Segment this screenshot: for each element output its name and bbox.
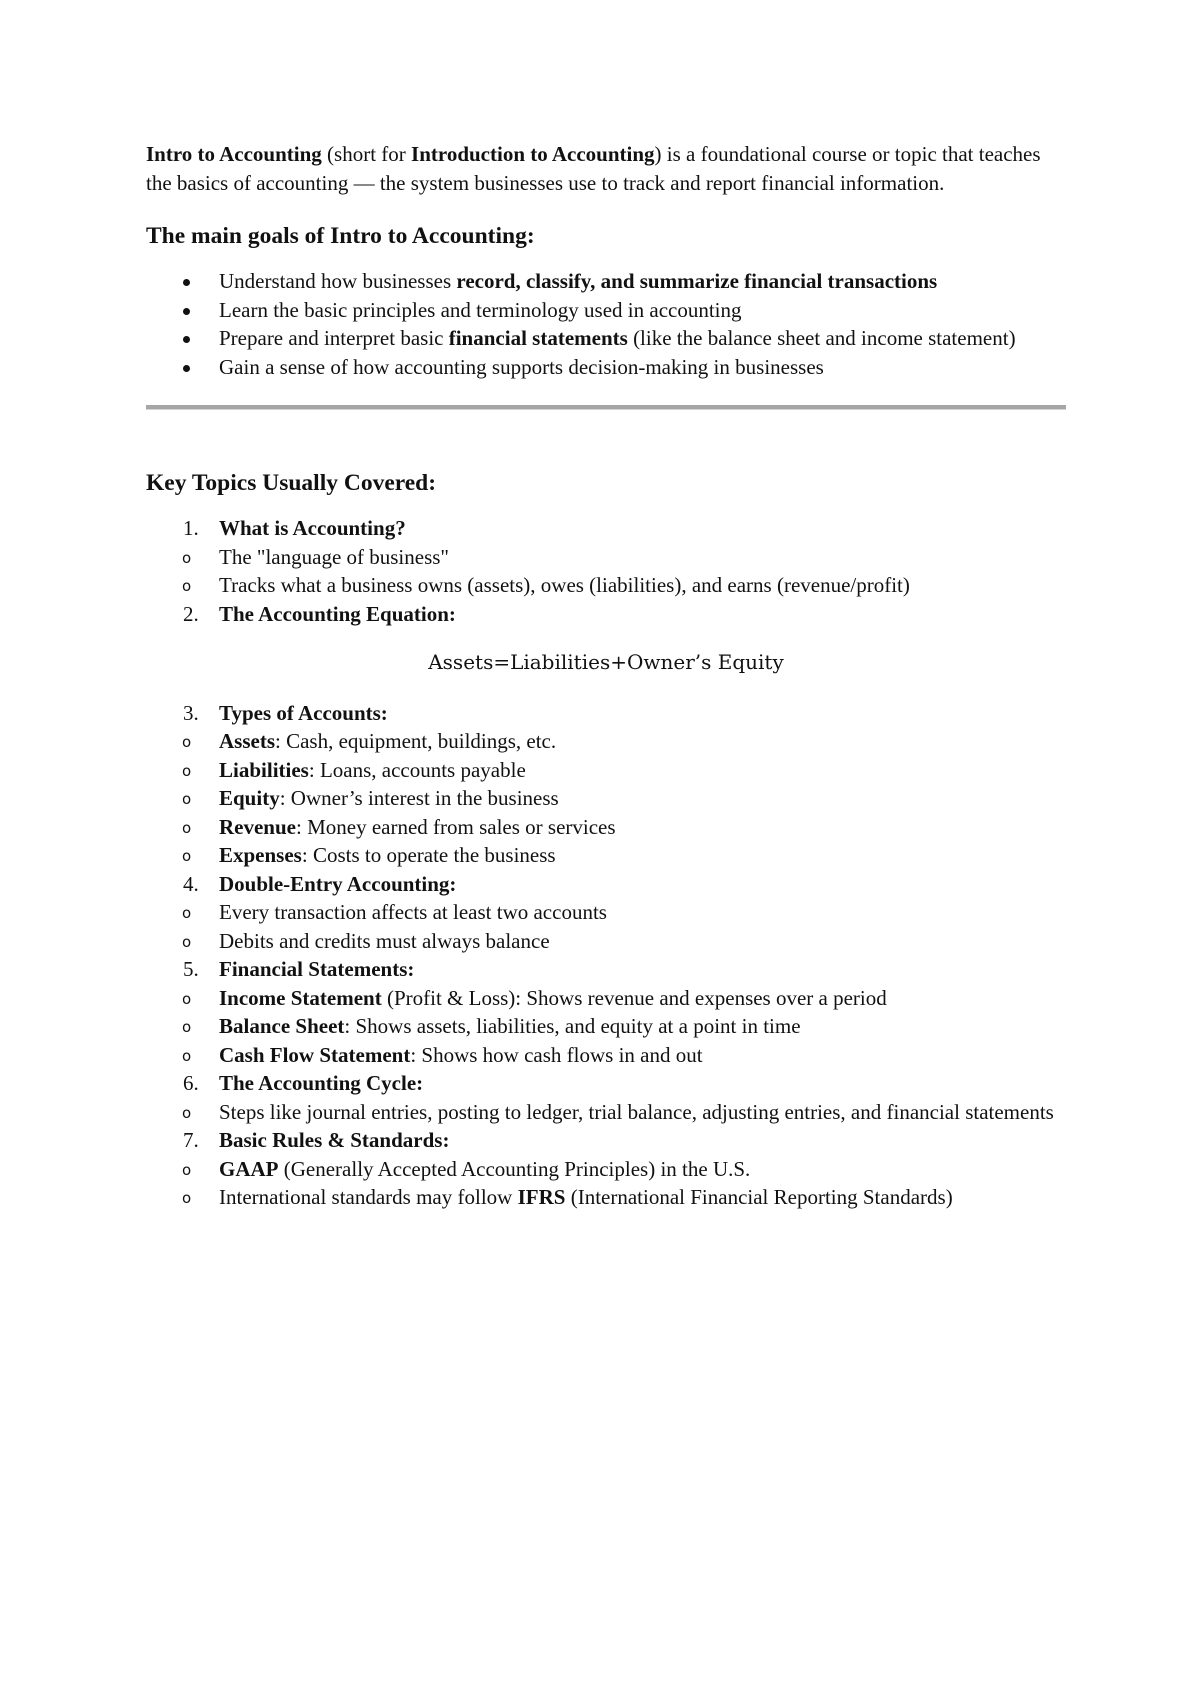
sub-item [146, 984, 1066, 1013]
sub-bold: Balance Sheet [219, 1014, 345, 1038]
bullet-icon [183, 308, 190, 315]
intro-paragraph [146, 140, 1066, 197]
sub-text: (Generally Accepted Accounting Principles) in the U.S. [278, 1156, 751, 1181]
topic-title: What is Accounting? [219, 516, 406, 540]
sub-item [146, 1098, 1066, 1127]
sub-item [146, 543, 1066, 572]
topic-number: 6. [183, 1071, 199, 1095]
goal-item [146, 267, 1066, 296]
topic-title: The Accounting Cycle: [219, 1071, 424, 1095]
sub-text: The "language of business" [219, 544, 450, 569]
topic-sublist [146, 543, 1066, 600]
circle-bullet-icon: o [182, 548, 192, 567]
sub-bold: Revenue [219, 814, 296, 839]
sub-bold: GAAP [219, 1156, 279, 1181]
topic-number: 2. [183, 601, 199, 626]
sub-text: Steps like journal entries, posting to ledger, trial balance, adjusting entries, and financial statements [219, 1099, 1054, 1124]
sub-text: : Shows assets, liabilities, and equity at a point in time [344, 1014, 801, 1038]
sub-item [146, 1183, 1066, 1212]
topic-number: 3. [183, 700, 199, 725]
topics-heading: Key Topics Usually Covered: [146, 470, 437, 496]
circle-bullet-icon: o [182, 1046, 192, 1065]
goal-text-post: (like the balance sheet and income statement) [627, 326, 1016, 350]
goals-list [146, 267, 1066, 381]
circle-bullet-icon: o [182, 1189, 192, 1207]
topic-sublist [146, 1155, 1066, 1212]
sub-text: Every transaction affects at least two accounts [219, 900, 607, 924]
topic-sublist [146, 898, 1066, 955]
topic-item [146, 699, 1066, 728]
circle-bullet-icon: o [182, 932, 192, 951]
circle-bullet-icon: o [182, 1103, 192, 1122]
sub-item [146, 898, 1066, 927]
bullet-icon [183, 365, 190, 372]
sub-item [146, 1012, 1066, 1041]
sub-item [146, 1155, 1066, 1184]
sub-item [146, 727, 1066, 756]
topic-item [146, 955, 1066, 984]
topic-item [146, 1069, 1066, 1098]
circle-bullet-icon: o [182, 733, 192, 751]
circle-bullet-icon: o [182, 790, 192, 808]
sub-text: : Shows how cash flows in and out [410, 1042, 703, 1067]
sub-bold: Liabilities [219, 757, 309, 782]
goal-text: Learn the basic principles and terminology used in accounting [219, 297, 742, 322]
sub-item [146, 571, 1066, 600]
topics-list [146, 514, 1066, 1212]
accounting-equation: Assets=Liabilities+Owner’s Equity [428, 650, 784, 674]
circle-bullet-icon: o [182, 847, 192, 865]
topic-number: 4. [183, 871, 199, 896]
goal-text: Prepare and interpret basic [219, 326, 449, 350]
goal-text: Gain a sense of how accounting supports decision-making in businesses [219, 354, 824, 379]
sub-bold: Assets [219, 729, 275, 753]
sub-bold: Cash Flow Statement [219, 1042, 411, 1067]
topic-number: 5. [183, 957, 199, 981]
circle-bullet-icon: o [182, 989, 192, 1008]
sub-item [146, 841, 1066, 870]
goal-item [146, 324, 1066, 353]
circle-bullet-icon: o [182, 761, 192, 780]
sub-item [146, 1041, 1066, 1070]
sub-text: (International Financial Reporting Standards) [565, 1185, 953, 1209]
sub-text: (Profit & Loss): Shows revenue and expenses over a period [381, 985, 887, 1010]
topic-item [146, 514, 1066, 543]
topic-number: 7. [183, 1128, 199, 1152]
topic-item [146, 870, 1066, 899]
sub-text-pre: International standards may follow [219, 1185, 518, 1209]
circle-bullet-icon: o [182, 577, 192, 595]
sub-text: Tracks what a business owns (assets), owes (liabilities), and earns (revenue/profit) [219, 573, 910, 597]
goal-bold: financial statements [448, 326, 628, 350]
sub-bold: IFRS [517, 1185, 566, 1209]
topic-sublist [146, 1098, 1066, 1127]
topic-title: Basic Rules & Standards: [219, 1128, 450, 1152]
topic-sublist [146, 727, 1066, 870]
goal-item [146, 296, 1066, 325]
sub-text: : Loans, accounts payable [308, 757, 526, 782]
document-page [146, 140, 1066, 1212]
sub-item [146, 927, 1066, 956]
goals-heading: The main goals of Intro to Accounting: [146, 223, 535, 249]
topic-title: Double-Entry Accounting: [219, 871, 457, 896]
circle-bullet-icon: o [182, 904, 192, 922]
intro-paren-open: (short for [321, 142, 412, 166]
sub-text: : Owner’s interest in the business [279, 786, 559, 810]
bullet-icon [183, 336, 190, 343]
sub-bold: Expenses [219, 843, 302, 867]
sub-item [146, 784, 1066, 813]
sub-item [146, 756, 1066, 785]
topic-item [146, 1126, 1066, 1155]
sub-bold: Equity [219, 786, 280, 810]
topic-sublist [146, 984, 1066, 1070]
topic-title: Financial Statements: [219, 957, 415, 981]
bullet-icon [183, 279, 190, 286]
goal-item [146, 353, 1066, 382]
circle-bullet-icon: o [182, 1018, 192, 1036]
goal-bold: record, classify, and summarize financial transactions [456, 269, 938, 293]
topic-title: The Accounting Equation: [219, 601, 456, 626]
sub-text: : Money earned from sales or services [296, 814, 616, 839]
topic-item [146, 600, 1066, 629]
circle-bullet-icon: o [182, 1160, 192, 1179]
sub-text: Debits and credits must always balance [219, 928, 550, 953]
sub-bold: Income Statement [219, 985, 382, 1010]
intro-term: Intro to Accounting [146, 142, 322, 166]
sub-text: : Cash, equipment, buildings, etc. [275, 729, 557, 753]
topic-number: 1. [183, 516, 199, 540]
goal-text: Understand how businesses [219, 269, 457, 293]
intro-rest: ) is a foundational course or topic that teaches the basics of accounting — the system businesses use to track and report financial information. [146, 142, 1041, 195]
topic-title: Types of Accounts: [219, 700, 388, 725]
sub-item [146, 813, 1066, 842]
sub-text: : Costs to operate the business [301, 843, 556, 867]
circle-bullet-icon: o [182, 818, 192, 837]
intro-full-name: Introduction to Accounting [411, 142, 655, 166]
